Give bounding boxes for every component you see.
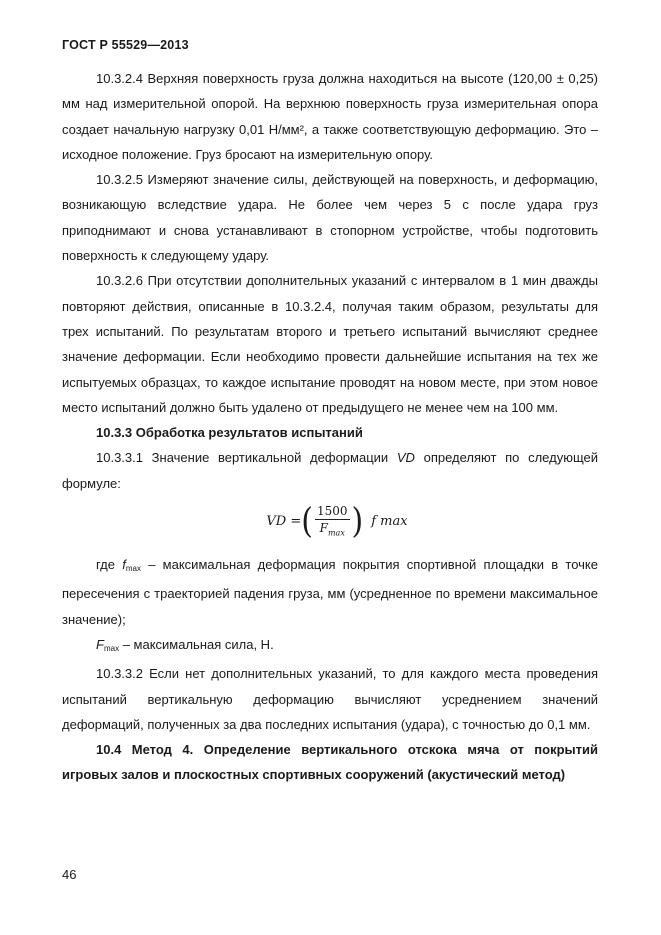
formula-vd (62, 498, 598, 546)
p4-suffix: определяют по следующей формуле: (62, 450, 598, 491)
definition-f-max (62, 552, 598, 632)
right-paren: ) (351, 501, 364, 542)
formula-denominator (320, 520, 345, 541)
paragraph-10-3-2-5: 10.3.2.5 Измеряют значение силы, действующей на поверхность, и деформацию, возникающую вследствие удара. Не более чем через 5 с после удара груз приподнимают и снова устанавливают в стопорном устройстве, чтобы подготовить поверхность к следующему удару. (62, 172, 598, 264)
body-text (62, 66, 598, 788)
document-header: ГОСТ Р 55529—2013 (62, 38, 189, 52)
formula-rhs: f max (371, 514, 408, 530)
paragraph-10-3-3-1 (62, 445, 598, 496)
section-heading-10-4: 10.4 Метод 4. Определение вертикального отскока мяча от покрытий игровых залов и плоскостных спортивных сооружений (акустический метод) (62, 742, 598, 783)
paragraph-10-3-2-4: 10.3.2.4 Верхняя поверхность груза должна находиться на высоте (120,00 ± 0,25) мм над измерительной опорой. На верхнюю поверхность груза измерительная опора создает начальную нагрузку 0,01 Н/мм², а также соответствующую деформацию. Это – исходное положение. Груз бросают на измерительную опору. (62, 71, 598, 162)
paragraph-10-3-3-2: 10.3.3.2 Если нет дополнительных указаний, то для каждого места проведения испытаний вертикальную деформацию вычисляют усреднением значений деформаций, полученных за два последних испытания (удара), с точностью до 0,1 мм. (62, 666, 598, 732)
f-variable: f (122, 557, 126, 573)
F-subscript: max (103, 643, 120, 653)
formula-lhs: VD = (266, 514, 302, 530)
denominator-var: F (319, 520, 328, 535)
section-heading-10-3-3: 10.3.3 Обработка результатов испытаний (96, 425, 363, 441)
p4-prefix: 10.3.3.1 Значение вертикальной деформации (96, 450, 397, 466)
vd-variable: VD (396, 450, 415, 466)
formula-numerator: 1500 (316, 503, 348, 518)
paragraph-10-3-2-6: 10.3.2.6 При отсутствии дополнительных указаний с интервалом в 1 мин дважды повторяют действия, описанные в 10.3.2.4, получая таким образом, результаты для трех испытаний. По результатам второго и третьего испытаний вычисляют среднее значение деформации. Если необходимо провести дальнейшие испытания на тех же испытуемых образцах, то каждое испытание проводят на новом месте, при этом новое место испытаний должно быть удалено от предыдущего не менее чем на 100 мм. (62, 273, 598, 415)
page-number: 46 (62, 867, 77, 882)
F-variable: F (96, 636, 104, 652)
where-prefix: где (96, 557, 123, 573)
f-subscript: max (125, 564, 141, 574)
F-definition: – максимальная сила, Н. (119, 636, 274, 652)
left-paren: ( (301, 501, 313, 542)
formula-fraction (315, 503, 350, 541)
f-definition: – максимальная деформация покрытия спортивной площадки в точке пересечения с траекторией падения груза, мм (усредненное по времени максимальное значение); (62, 557, 598, 627)
denominator-sub: max (327, 528, 345, 538)
definition-F-max (62, 632, 598, 661)
